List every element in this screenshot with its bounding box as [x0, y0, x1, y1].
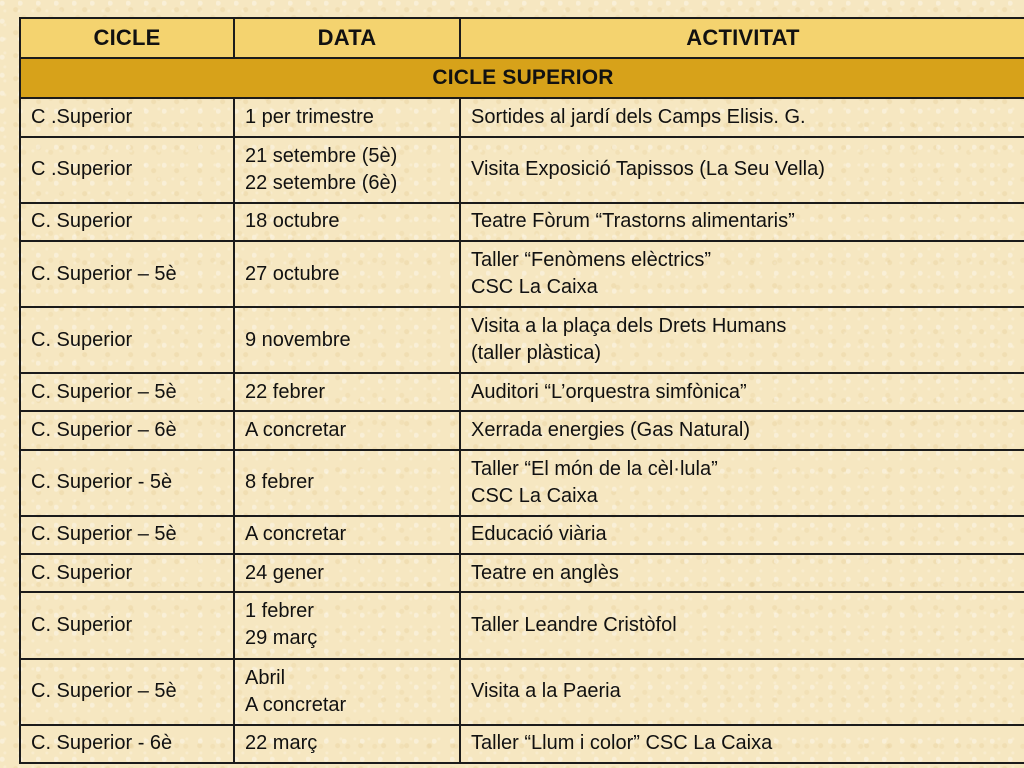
- activitat-cell: [460, 725, 1024, 763]
- activitat-line: CSC La Caixa: [471, 484, 598, 507]
- activitat-cell: [460, 554, 1024, 592]
- activitat-line: Visita a la Paeria: [471, 680, 621, 703]
- data-line: 29 març: [245, 627, 318, 650]
- cicle-cell: C .Superior: [20, 137, 234, 203]
- data-line: A concretar: [245, 419, 347, 442]
- activitat-line: Taller “Llum i color” CSC La Caixa: [471, 732, 773, 755]
- table-row: [20, 411, 1024, 449]
- data-line: 1 per trimestre: [245, 105, 374, 128]
- data-cell: [234, 137, 460, 203]
- activitat-line: Visita a la plaça dels Drets Humans: [471, 315, 787, 338]
- activitat-line: Taller Leandre Cristòfol: [471, 613, 677, 636]
- activitat-cell: [460, 373, 1024, 411]
- table-row: [20, 307, 1024, 373]
- cicle-cell: C. Superior: [20, 592, 234, 658]
- activitat-line: Taller “Fenòmens elèctrics”: [471, 249, 712, 272]
- data-line: 18 octubre: [245, 210, 340, 233]
- header-data: DATA: [234, 18, 460, 58]
- activitat-line: CSC La Caixa: [471, 276, 598, 299]
- data-cell: [234, 411, 460, 449]
- data-cell: [234, 725, 460, 763]
- data-line: 22 març: [245, 732, 318, 755]
- table-row: [20, 137, 1024, 203]
- section-row: [20, 58, 1024, 98]
- data-cell: [234, 592, 460, 658]
- activitat-line: Sortides al jardí dels Camps Elisis. G.: [471, 105, 806, 128]
- table-row: [20, 203, 1024, 241]
- data-cell: [234, 203, 460, 241]
- data-cell: [234, 241, 460, 307]
- activitat-cell: [460, 411, 1024, 449]
- activitat-cell: [460, 450, 1024, 516]
- data-cell: [234, 373, 460, 411]
- header-row: [20, 18, 1024, 58]
- cicle-cell: C. Superior – 6è: [20, 411, 234, 449]
- section-title: CICLE SUPERIOR: [20, 58, 1024, 98]
- cicle-cell: C. Superior – 5è: [20, 516, 234, 554]
- activitat-line: Teatre Fòrum “Trastorns alimentaris”: [471, 210, 795, 233]
- activitat-line: Educació viària: [471, 523, 607, 546]
- cicle-cell: C. Superior - 6è: [20, 725, 234, 763]
- table-row: [20, 516, 1024, 554]
- data-line: 9 novembre: [245, 328, 351, 351]
- table-row: [20, 373, 1024, 411]
- data-cell: [234, 554, 460, 592]
- table-row: [20, 725, 1024, 763]
- data-line: 27 octubre: [245, 262, 340, 285]
- cicle-cell: C. Superior: [20, 307, 234, 373]
- data-cell: [234, 516, 460, 554]
- cicle-cell: C. Superior – 5è: [20, 659, 234, 725]
- activitat-line: Taller “El món de la cèl·lula”: [471, 457, 718, 480]
- data-line: 21 setembre (5è): [245, 144, 398, 167]
- activitat-line: Xerrada energies (Gas Natural): [471, 419, 751, 442]
- table-row: [20, 554, 1024, 592]
- table-row: [20, 592, 1024, 658]
- data-line: 1 febrer: [245, 600, 314, 623]
- data-line: A concretar: [245, 523, 347, 546]
- cicle-cell: C .Superior: [20, 98, 234, 136]
- data-line: 22 setembre (6è): [245, 171, 398, 194]
- data-line: 8 febrer: [245, 471, 314, 494]
- activitat-line: Visita Exposició Tapissos (La Seu Vella): [471, 158, 825, 181]
- header-cicle: CICLE: [20, 18, 234, 58]
- data-line: A concretar: [245, 693, 347, 716]
- activitat-cell: [460, 98, 1024, 136]
- activitat-cell: [460, 241, 1024, 307]
- data-line: Abril: [245, 666, 286, 689]
- cicle-cell: C. Superior - 5è: [20, 450, 234, 516]
- activitat-cell: [460, 307, 1024, 373]
- cicle-cell: C. Superior: [20, 554, 234, 592]
- cicle-cell: C. Superior – 5è: [20, 373, 234, 411]
- data-line: 22 febrer: [245, 380, 326, 403]
- activitat-line: (taller plàstica): [471, 342, 602, 365]
- data-cell: [234, 98, 460, 136]
- activitat-cell: [460, 516, 1024, 554]
- table-row: [20, 241, 1024, 307]
- activities-table: [19, 17, 1024, 764]
- data-line: 24 gener: [245, 561, 324, 584]
- table-row: [20, 659, 1024, 725]
- activitat-cell: [460, 592, 1024, 658]
- activitat-line: Auditori “L’orquestra simfònica”: [471, 380, 747, 403]
- activitat-cell: [460, 203, 1024, 241]
- cicle-cell: C. Superior – 5è: [20, 241, 234, 307]
- table-row: [20, 98, 1024, 136]
- data-cell: [234, 450, 460, 516]
- cicle-cell: C. Superior: [20, 203, 234, 241]
- data-cell: [234, 307, 460, 373]
- header-activitat: ACTIVITAT: [460, 18, 1024, 58]
- activitat-cell: [460, 137, 1024, 203]
- activitat-line: Teatre en anglès: [471, 561, 619, 584]
- data-cell: [234, 659, 460, 725]
- activitat-cell: [460, 659, 1024, 725]
- table-row: [20, 450, 1024, 516]
